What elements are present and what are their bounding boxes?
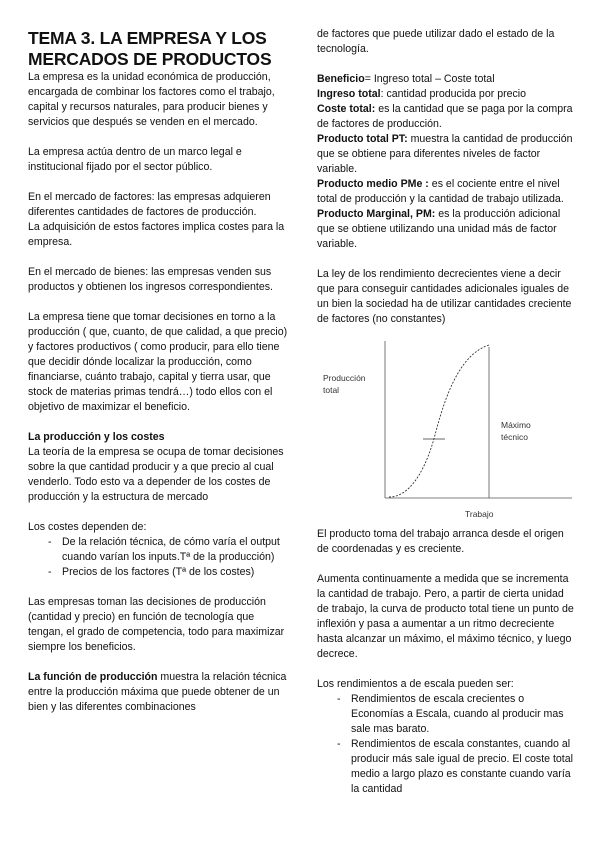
x-axis-label: Trabajo xyxy=(465,509,494,519)
paragraph-teoria-empresa: La teoría de la empresa se ocupa de tomar decisiones sobre la que cantidad producir y a que precio al cual venderlo. Todo esto va a depender de los costes de producción y la estructura de mercado xyxy=(28,446,284,503)
list-item: - De la relación técnica, de cómo varía el output cuando varían los inputs.Tª de la producción) xyxy=(48,536,280,563)
paragraph-mercado-factores: En el mercado de factores: las empresas adquieren diferentes cantidades de factores de producción. xyxy=(28,191,271,218)
y-axis-label-1: Producción xyxy=(323,373,366,383)
right-column xyxy=(317,27,577,797)
production-chart xyxy=(317,335,577,523)
definition-coste-total: Coste total: es la cantidad que se paga por la compra de factores de producción. xyxy=(317,103,573,130)
definition-producto-marginal: Producto Marginal, PM: es la producción adicional que se obtiene utilizando una unidad más de factor variable. xyxy=(317,208,561,250)
paragraph-marco-legal: La empresa actúa dentro de un marco legal e institucional fijado por el sector público. xyxy=(28,146,242,173)
list-item: - Rendimientos de escala constantes, cuando al producir más sale igual de precio. El coste total medio a largo plazo es constante cuando varía la cantidad xyxy=(337,738,573,795)
definition-producto-medio: Producto medio PMe : es el cociente entre el nivel total de producción y la cantidad de trabajo utilizada. xyxy=(317,178,564,205)
paragraph-aumenta: Aumenta continuamente a medida que se incrementa la cantidad de trabajo. Pero, a partir de cierta unidad de trabajo, la curva de producto total tiene un punto de inflexión y pasa a aumentar a un ritmo decreciente hasta alcanzar un máximo, el máximo técnico, y luego decrece. xyxy=(317,573,574,660)
costes-list xyxy=(28,535,288,580)
list-item: - Rendimientos de escala crecientes o Economías a Escala, cuando al producir mas sale mas barato. xyxy=(337,693,564,735)
y-axis-label-2: total xyxy=(323,385,340,395)
paragraph-mercado-bienes: En el mercado de bienes: las empresas venden sus productos y obtienen los ingresos correspondientes. xyxy=(28,266,273,293)
paragraph-continuacion: de factores que puede utilizar dado el estado de la tecnología. xyxy=(317,28,555,55)
paragraph-decisiones: La empresa tiene que tomar decisiones en torno a la producción ( que, cuanto, de que calidad, a que precio) y factores productivos ( como producir, para ello tiene que decidir dónde localizar la producción, como financiarse, cuánto trabajo, capital y tierra usar, que stock de materias primas tendrá…) todo ellos con el objetivo de maximizar el beneficio. xyxy=(28,311,288,413)
page-title: TEMA 3. LA EMPRESA Y LOS MERCADOS DE PRODUCTOS xyxy=(28,28,272,69)
definition-producto-total: Producto total PT: muestra la cantidad de producción que se obtiene para diferentes niveles de factor variable. xyxy=(317,133,573,175)
paragraph-empresa: La empresa es la unidad económica de producción, encargada de combinar los factores como el trabajo, capital y recursos naturales, para producir bienes y servicios que después se venden en el mercado. xyxy=(28,71,275,128)
paragraph-escala-intro: Los rendimientos a de escala pueden ser: xyxy=(317,678,514,690)
total-product-curve xyxy=(389,345,489,497)
paragraph-funcion-produccion: La función de producción muestra la relación técnica entre la producción máxima que puede obtener de un bien y las diferentes combinaciones xyxy=(28,671,287,713)
paragraph-costes-intro: Los costes dependen de: xyxy=(28,521,147,533)
left-column xyxy=(28,0,288,715)
paragraph-origen: El producto toma del trabajo arranca desde el origen de coordenadas y es creciente. xyxy=(317,528,564,555)
paragraph-adquisicion: La adquisición de estos factores implica costes para la empresa. xyxy=(28,221,285,248)
paragraph-decisiones-produccion: Las empresas toman las decisiones de producción (cantidad y precio) en función de tecnología que tengan, el grado de competencia, todo para maximizar siempre los beneficios. xyxy=(28,596,285,653)
paragraph-ley-rendimientos: La ley de los rendimiento decrecientes viene a decir que para conseguir cantidades adicionales iguales de un bien la sociedad ha de utilizar cantidades creciente de factores (no constantes) xyxy=(317,268,572,325)
list-item: - Precios de los factores (Tª de los costes) xyxy=(48,566,255,578)
escala-list xyxy=(317,692,577,797)
heading-produccion-costes: La producción y los costes xyxy=(28,431,165,443)
definition-ingreso-total: Ingreso total: cantidad producida por precio xyxy=(317,88,527,100)
definition-beneficio: Beneficio= Ingreso total – Coste total xyxy=(317,73,495,85)
maximo-label-1: Máximo xyxy=(501,420,531,430)
maximo-label-2: técnico xyxy=(501,432,528,442)
definitions-list xyxy=(317,72,577,252)
